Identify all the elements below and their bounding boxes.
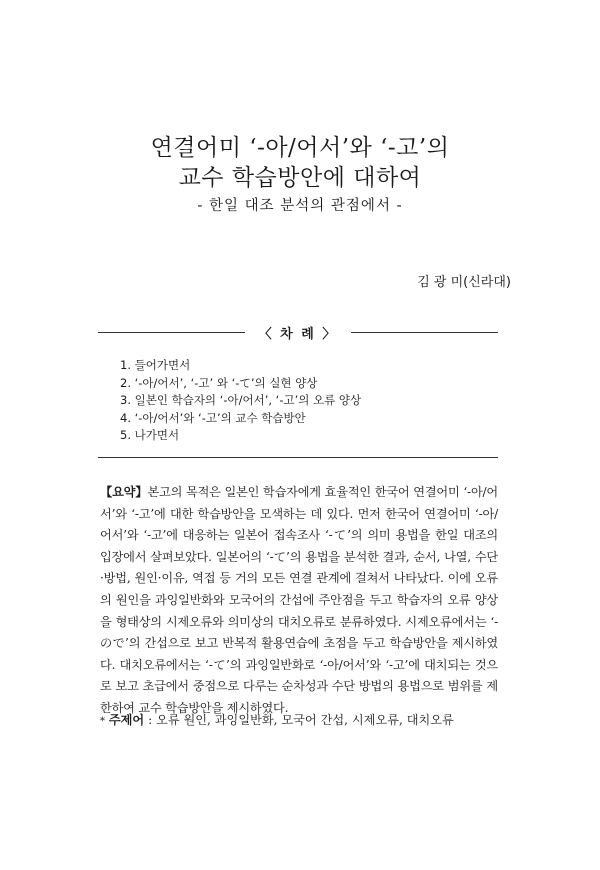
keywords-star: * <box>100 716 105 727</box>
keywords-separator: : <box>144 713 157 727</box>
toc-bottom-rule <box>98 457 498 458</box>
toc-header-rule-left <box>98 332 245 333</box>
keywords-text: 오류 원인, 과잉일반화, 모국어 간섭, 시제오류, 대치오류 <box>156 713 454 727</box>
paper-subtitle: - 한일 대조 분석의 관점에서 - <box>197 198 403 214</box>
keywords <box>100 710 500 732</box>
paper-title-line-1: 연결어미 ‘-아/어서’와 ‘-고’의 <box>150 135 450 161</box>
abstract-text: 본고의 목적은 일본인 학습자에게 효율적인 한국어 연결어미 ‘-아/어서’와 ‘-고’에 대한 학습방안을 모색하는 데 있다. 먼저 한국어 연결어미 ‘-아/어서’와 ‘-고’에 대응하는 일본어 접속조사 ‘-て’의 의미 용법을 한일 대조의 입장에서 살펴보았다. 일본어의 ‘-て’의 용법을 분석한 결과, 순서, 나열, 수단·방법, 원인·이유, 역접 등 거의 모든 연결 관계에 걸쳐서 나타났다. 이에 오류의 원인을 과잉일반화와 모국어의 간섭에 주안점을 두고 학습자의 오류 양상을 형태상의 시제오류와 의미상의 대치오류로 분류하였다. 시제오류에서는 ‘-ので’의 간섭으로 보고 반복적 활용연습에 초점을 두고 학습방안을 제시하였다. 대치오류에서는 ‘-て’의 과잉일반화로 ‘-아/어서’와 ‘-고’에 대치되는 것으로 보고 초급에서 중점으로 다루는 순차성과 수단 방법의 용법으로 범위를 제한하여 교수 학습방안을 제시하였다. <box>100 485 498 715</box>
toc-item: 5. 나가면서 <box>120 428 180 442</box>
author-affiliation: 김 광 미(신라대) <box>417 275 511 290</box>
toc-header-rule-right <box>351 332 498 333</box>
keywords-label: 주제어 <box>108 713 145 727</box>
table-of-contents <box>120 357 361 445</box>
paper-title-line-2: 교수 학습방안에 대하여 <box>178 165 422 191</box>
toc-header <box>98 322 498 342</box>
abstract <box>100 482 498 720</box>
title-block <box>0 133 600 217</box>
toc-item: 4. ‘-아/어서’와 ‘-고’의 교수 학습방안 <box>120 410 306 425</box>
toc-heading: 〈 차 례 〉 <box>258 326 338 342</box>
toc-item: 1. 들어가면서 <box>120 358 191 372</box>
abstract-label: 【요약】 <box>100 485 148 499</box>
toc-item: 3. 일본인 학습자의 ‘-아/어서’, ‘-고’의 오류 양상 <box>120 393 362 407</box>
toc-item: 2. ‘-아/어서’, ‘-고’ 와 ‘-て’의 실현 양상 <box>120 375 318 390</box>
